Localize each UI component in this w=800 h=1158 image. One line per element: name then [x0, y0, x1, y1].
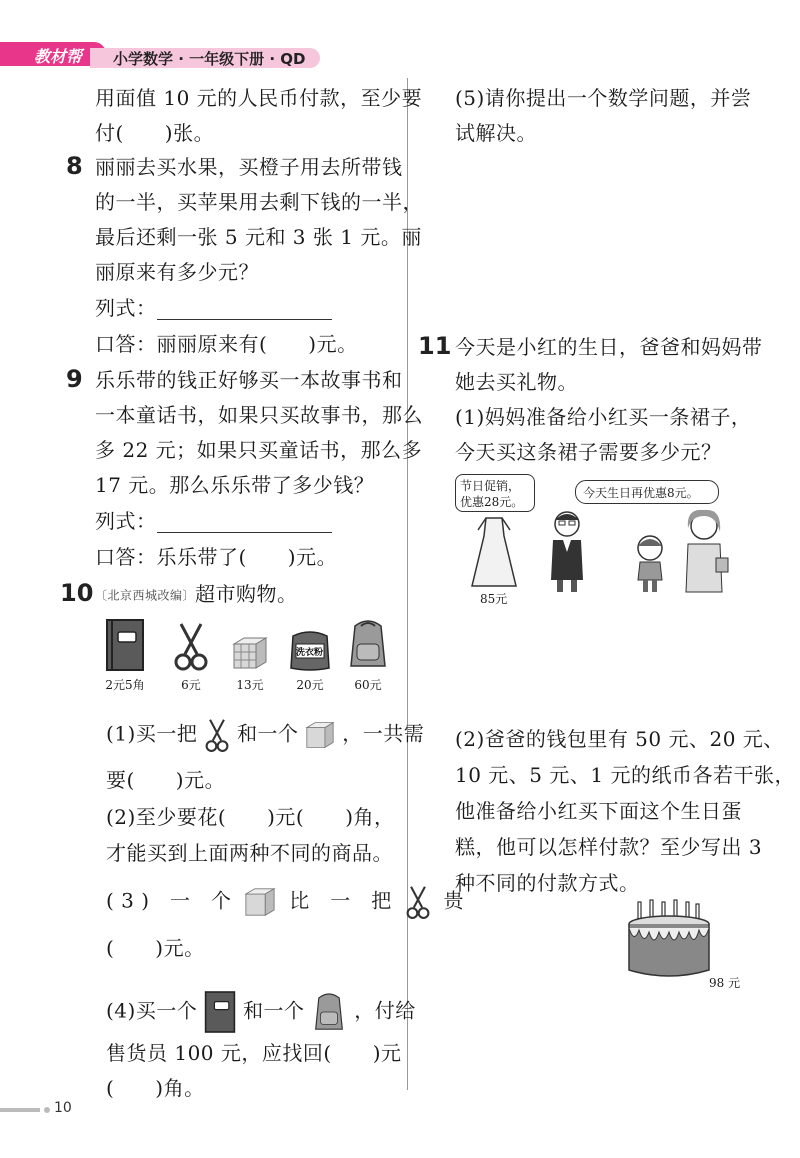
q9-line-1: 乐乐带的钱正好够买一本故事书和: [95, 368, 403, 392]
rubiks-cube-icon: [305, 721, 335, 749]
bubble2-text: 今天生日再优惠8元。: [583, 486, 699, 500]
q11-part2-line2: 10 元、5 元、1 元的纸币各若干张，: [455, 763, 795, 787]
saleswoman-icon: [545, 508, 589, 594]
q10-part3-line2: ( )元。: [106, 936, 205, 960]
header: [0, 38, 800, 72]
q11-part1-line2: 今天买这条裙子需要多少元？: [455, 440, 722, 464]
notebook-icon: [105, 618, 145, 672]
q10-p4-text-c: ，付给: [354, 998, 416, 1023]
detergent-label: 洗衣粉: [296, 648, 324, 658]
footer-dot: [44, 1107, 50, 1113]
q8-equation-label: 列式：: [95, 296, 157, 320]
q11-part1-line1: (1)妈妈准备给小红买一条裙子，: [455, 405, 752, 429]
q9-line-2: 一本童话书，如果只买故事书，那么: [95, 403, 423, 427]
scissors-icon: [405, 884, 431, 920]
question-10-number: 10: [60, 579, 94, 607]
q10-title: [95, 582, 298, 608]
question-9-number: 9: [66, 365, 83, 393]
discount-bubble-2: [575, 480, 719, 504]
q9-equation-label: 列式：: [95, 509, 157, 533]
q11-part2-line5: 种不同的付款方式。: [455, 871, 640, 895]
q10-part4-line2: 售货员 100 元，应找回( )元: [106, 1041, 402, 1065]
q10-source-tag: 〔北京西城改编〕: [95, 588, 196, 603]
q8-line-2: 的一半，买苹果用去剩下钱的一半，: [95, 190, 423, 214]
q10-part5-line1: (5)请你提出一个数学问题，并尝: [455, 86, 752, 110]
bubble1-line2: 优惠28元。: [460, 495, 524, 509]
q9-line-4: 17 元。那么乐乐带了多少钱？: [95, 473, 375, 497]
q7-line-1: 用面值 10 元的人民币付款，至少要: [95, 86, 423, 110]
backpack-icon: [311, 990, 347, 1034]
q10-part1-line1: [106, 717, 424, 753]
backpack-icon: [345, 616, 391, 672]
bubble1-line1: 节日促销，: [460, 479, 521, 493]
q9-equation-blank[interactable]: [157, 512, 332, 533]
girl-icon: [632, 532, 668, 594]
scissors-icon: [204, 717, 230, 753]
q9-line-3: 多 22 元；如果只买童话书，那么多: [95, 438, 423, 462]
q8-equation: [95, 296, 332, 320]
q9-equation: [95, 509, 332, 533]
footer-bar: [0, 1108, 40, 1112]
q8-answer: 口答：丽丽原来有( )元。: [95, 332, 358, 356]
q11-part2-line4: 糕，他可以怎样付款？至少写出 3: [455, 835, 763, 859]
q10-part2-line2: 才能买到上面两种不同的商品。: [106, 841, 393, 865]
page-number: 10: [54, 1100, 72, 1116]
rubiks-cube-icon: [232, 636, 268, 670]
discount-bubble-1: [455, 474, 535, 512]
notebook-icon: [204, 990, 236, 1034]
q10-part1-line2: 要( )元。: [106, 768, 226, 792]
dress-price: 85元: [480, 592, 508, 606]
q10-part3-line1: [106, 884, 464, 920]
q7-line-2: 付( )张。: [95, 121, 215, 145]
q10-title-text: 超市购物。: [195, 582, 298, 606]
q8-line-3: 最后还剩一张 5 元和 3 张 1 元。丽: [95, 225, 422, 249]
q10-part4-line3: ( )角。: [106, 1076, 205, 1100]
q10-p4-text-a: (4)买一个: [106, 998, 198, 1023]
q11-line-2: 她去买礼物。: [455, 370, 578, 394]
item-price-detergent: 20元: [296, 678, 324, 692]
q10-p3-text-b: 比 一 把: [289, 888, 392, 913]
q8-equation-blank[interactable]: [157, 299, 332, 320]
q10-part2-line1: (2)至少要花( )元( )角，: [106, 805, 395, 829]
q10-part5-line2: 试解决。: [455, 121, 537, 145]
q9-answer: 口答：乐乐带了( )元。: [95, 545, 338, 569]
dress-icon: [464, 516, 524, 588]
item-price-notebook: 2元5角: [105, 678, 145, 692]
question-11-number: 11: [418, 332, 452, 360]
q8-line-4: 丽原来有多少元？: [95, 260, 259, 284]
header-book-title: 小学数学 · 一年级下册 · QD: [113, 50, 306, 68]
item-price-scissors: 6元: [181, 678, 201, 692]
q11-line-1: 今天是小红的生日，爸爸和妈妈带: [455, 335, 763, 359]
q10-p1-text-c: ，一共需: [342, 721, 425, 746]
q11-part2-line1: (2)爸爸的钱包里有 50 元、20 元、: [455, 727, 784, 751]
cake-price: 98 元: [709, 976, 741, 990]
mother-icon: [676, 508, 732, 594]
birthday-cake-icon: [624, 898, 714, 984]
q10-p4-text-b: 和一个: [243, 998, 305, 1023]
shopping-illustration: [450, 470, 750, 610]
scissors-icon: [173, 620, 209, 672]
q8-line-1: 丽丽去买水果，买橙子用去所带钱: [95, 155, 403, 179]
item-price-backpack: 60元: [354, 678, 382, 692]
item-price-cube: 13元: [236, 678, 264, 692]
q11-part2-line3: 他准备给小红买下面这个生日蛋: [455, 799, 742, 823]
shopping-items: [95, 614, 395, 694]
header-brand: 教材帮: [34, 47, 83, 66]
q10-p3-text-c: 贵: [443, 888, 464, 913]
question-8-number: 8: [66, 152, 83, 180]
q10-part4-line1: [106, 990, 416, 1034]
q10-p1-text-b: 和一个: [237, 721, 299, 746]
q10-p1-text-a: (1)买一把: [106, 721, 198, 746]
rubiks-cube-icon: [244, 887, 276, 917]
q10-p3-text-a: ( 3 ) 一 个: [106, 888, 232, 913]
